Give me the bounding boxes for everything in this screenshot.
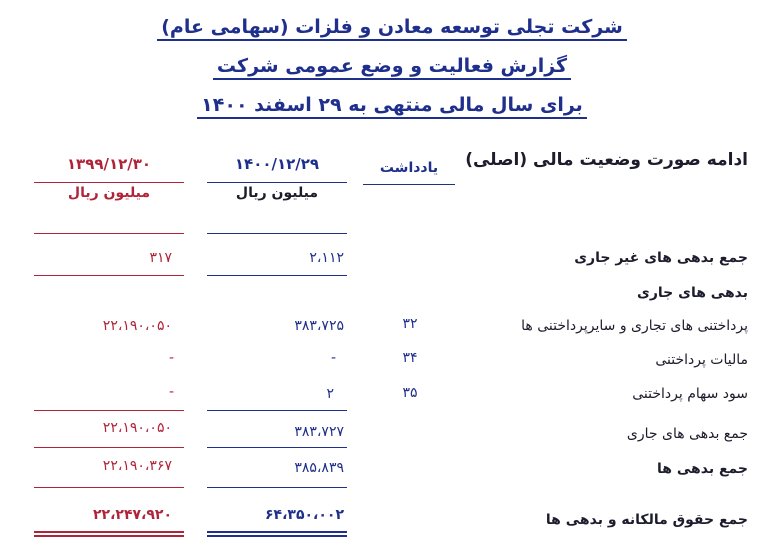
previous-dividends-payable: - [168,384,174,400]
row-label-equity-and-liabilities-total: جمع حقوق مالکانه و بدهی ها [545,512,748,528]
previous-total-rule [34,410,184,411]
current-unit-label: میلیون ریال [235,185,319,201]
period-title: برای سال مالی منتهی به ۲۹ اسفند ۱۴۰۰ [0,94,784,116]
current-dividends-payable: ۲ [326,386,334,402]
previous-equity-and-liabilities-total: ۲۲،۲۴۷،۹۲۰ [93,507,172,523]
previous-double-rule-bottom [34,535,184,537]
current-current-liabilities-total: ۳۸۳،۷۲۷ [294,424,344,440]
previous-total-liabilities: ۲۲،۱۹۰،۳۶۷ [102,458,172,474]
current-trade-payables: ۳۸۳،۷۲۵ [294,318,344,334]
section-title: ادامه صورت وضعیت مالی (اصلی) [465,150,748,170]
previous-trade-payables: ۲۲،۱۹۰،۰۵۰ [102,318,172,334]
note-dividends-payable: ۳۵ [402,385,418,401]
current-subtotal-rule [207,275,347,276]
previous-tax-payable: - [168,350,174,366]
previous-date-rule [34,182,184,183]
previous-current-liabilities-total: ۲۲،۱۹۰،۰۵۰ [102,420,172,436]
previous-double-rule-top [34,531,184,533]
note-tax-payable: ۳۴ [402,350,418,366]
previous-header-bottom-rule [34,233,184,234]
current-year-header: ۱۴۰۰/۱۲/۲۹ میلیون ریال [207,155,347,201]
row-label-total-liabilities: جمع بدهی ها [657,461,748,477]
current-date-rule [207,182,347,183]
report-title: گزارش فعالیت و وضع عمومی شرکت [0,55,784,77]
row-label-tax-payable: مالیات پرداختنی [655,352,748,368]
current-tax-payable: - [330,350,336,366]
note-trade-payables: ۳۲ [402,316,418,332]
previous-unit-label: میلیون ریال [67,185,151,201]
current-equity-and-liabilities-total: ۶۴،۳۵۰،۰۰۲ [265,507,344,523]
row-label-trade-payables: پرداختنی های تجاری و سایرپرداختنی ها [521,318,748,334]
row-label-dividends-payable: سود سهام پرداختنی [632,386,748,402]
current-total-rule-2 [207,447,347,448]
current-double-rule-top [207,531,347,533]
current-header-bottom-rule [207,233,347,234]
current-grand-rule [207,487,347,488]
current-total-rule [207,410,347,411]
row-label-noncurrent-liabilities-total: جمع بدهی های غیر جاری [574,250,748,266]
row-label-current-liabilities-total: جمع بدهی های جاری [626,426,748,442]
row-label-current-liabilities-heading: بدهی های جاری [637,285,748,301]
note-header-rule [363,184,455,185]
previous-total-rule-2 [34,447,184,448]
company-title: شرکت تجلی توسعه معادن و فلزات (سهامی عام) [0,16,784,38]
previous-noncurrent-liabilities-total: ۳۱۷ [149,250,172,266]
current-noncurrent-liabilities-total: ۲،۱۱۲ [309,250,344,266]
previous-year-header: ۱۳۹۹/۱۲/۳۰ میلیون ریال [34,155,184,201]
previous-grand-rule [34,487,184,488]
note-column-header: یادداشت [363,160,455,176]
current-double-rule-bottom [207,535,347,537]
current-total-liabilities: ۳۸۵،۸۳۹ [294,460,344,476]
previous-subtotal-rule [34,275,184,276]
